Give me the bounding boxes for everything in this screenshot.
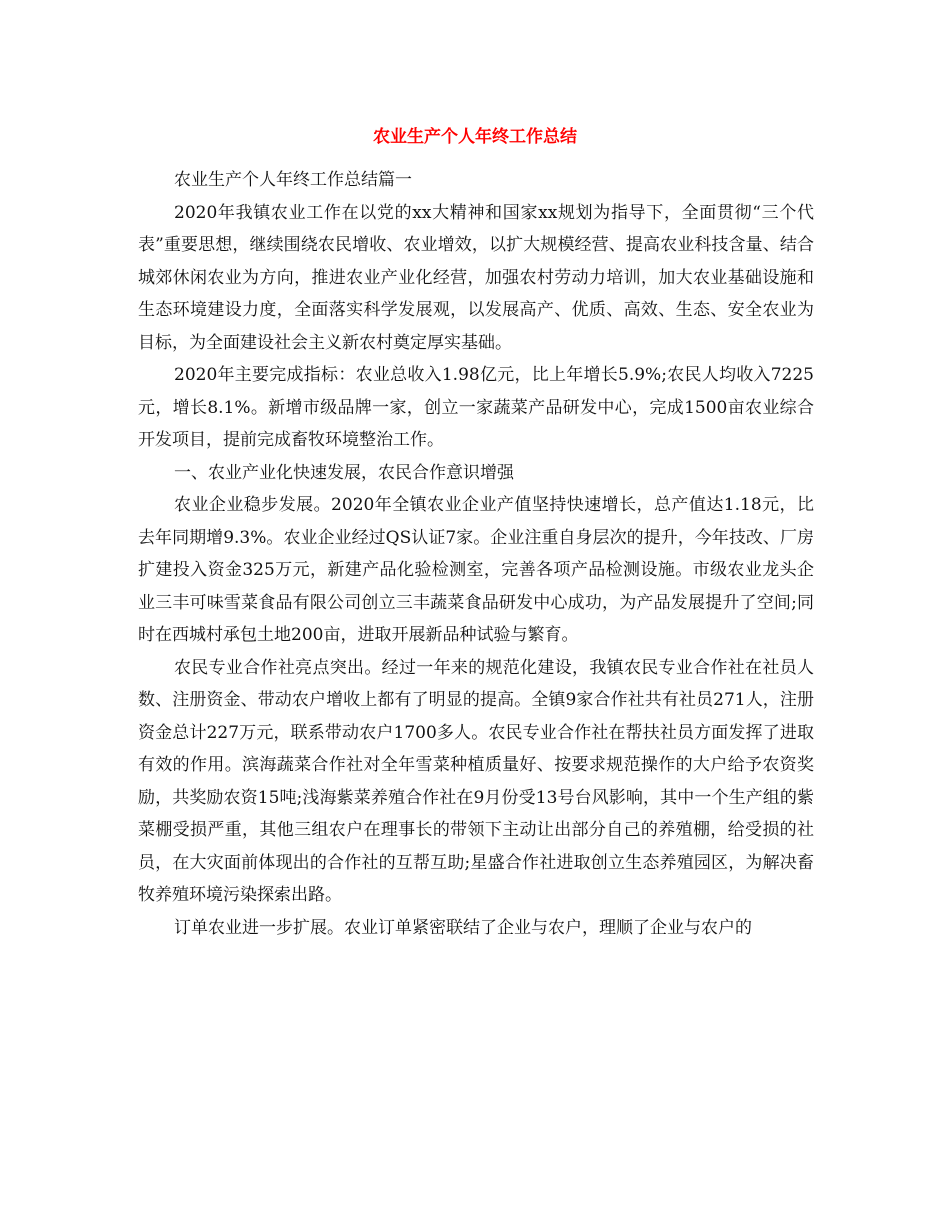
section-heading: 农业生产个人年终工作总结篇一 [174,170,412,190]
paragraph: 2020年我镇农业工作在以党的xx大精神和国家xx规划为指导下，全面贯彻“三个代表”重要思想，继续围绕农民增收、农业增效，以扩大规模经营、提高农业科技含量、结合城郊休闲农业为方向，推进农业产业化经营，加强农村劳动力培训，加大农业基础设施和生态环境建设力度，全面落实科学发展观，以发展高产、优质、高效、生态、安全农业为目标，为全面建设社会主义新农村奠定厚实基础。 [138,202,814,353]
document-title: 农业生产个人年终工作总结 [373,127,577,147]
subsection-heading: 一、农业产业化快速发展，农民合作意识增强 [174,462,514,483]
document-body [138,164,814,944]
paragraph: 农业企业稳步发展。2020年全镇农业企业产值坚持快速增长，总产值达1.18元，比去年同期增9.3%。农业企业经过QS认证7家。企业注重自身层次的提升，今年技改、厂房扩建投入资金325万元，新建产品化验检测室，完善各项产品检测设施。市级农业龙头企业三丰可味雪菜食品有限公司创立三丰蔬菜食品研发中心成功，为产品发展提升了空间;同时在西城村承包土地200亩，进取开展新品种试验与繁育。 [138,495,814,645]
paragraph: 农民专业合作社亮点突出。经过一年来的规范化建设，我镇农民专业合作社在社员人数、注册资金、带动农户增收上都有了明显的提高。全镇9家合作社共有社员271人，注册资金总计227万元，联系带动农户1700多人。农民专业合作社在帮扶社员方面发挥了进取有效的作用。滨海蔬菜合作社对全年雪菜种植质量好、按要求规范操作的大户给予农资奖励，共奖励农资15吨;浅海紫菜养殖合作社在9月份受13号台风影响，其中一个生产组的紫菜棚受损严重，其他三组农户在理事长的带领下主动让出部分自己的养殖棚，给受损的社员，在大灾面前体现出的合作社的互帮互助;星盛合作社进取创立生态养殖园区，为解决畜牧养殖环境污染探索出路。 [138,657,814,905]
paragraph: 2020年主要完成指标：农业总收入1.98亿元，比上年增长5.9%;农民人均收入7225元，增长8.1%。新增市级品牌一家，创立一家蔬菜产品研发中心，完成1500亩农业综合开发项目，提前完成畜牧环境整治工作。 [138,365,814,450]
paragraph: 订单农业进一步扩展。农业订单紧密联结了企业与农户，理顺了企业与农户的 [174,917,752,938]
